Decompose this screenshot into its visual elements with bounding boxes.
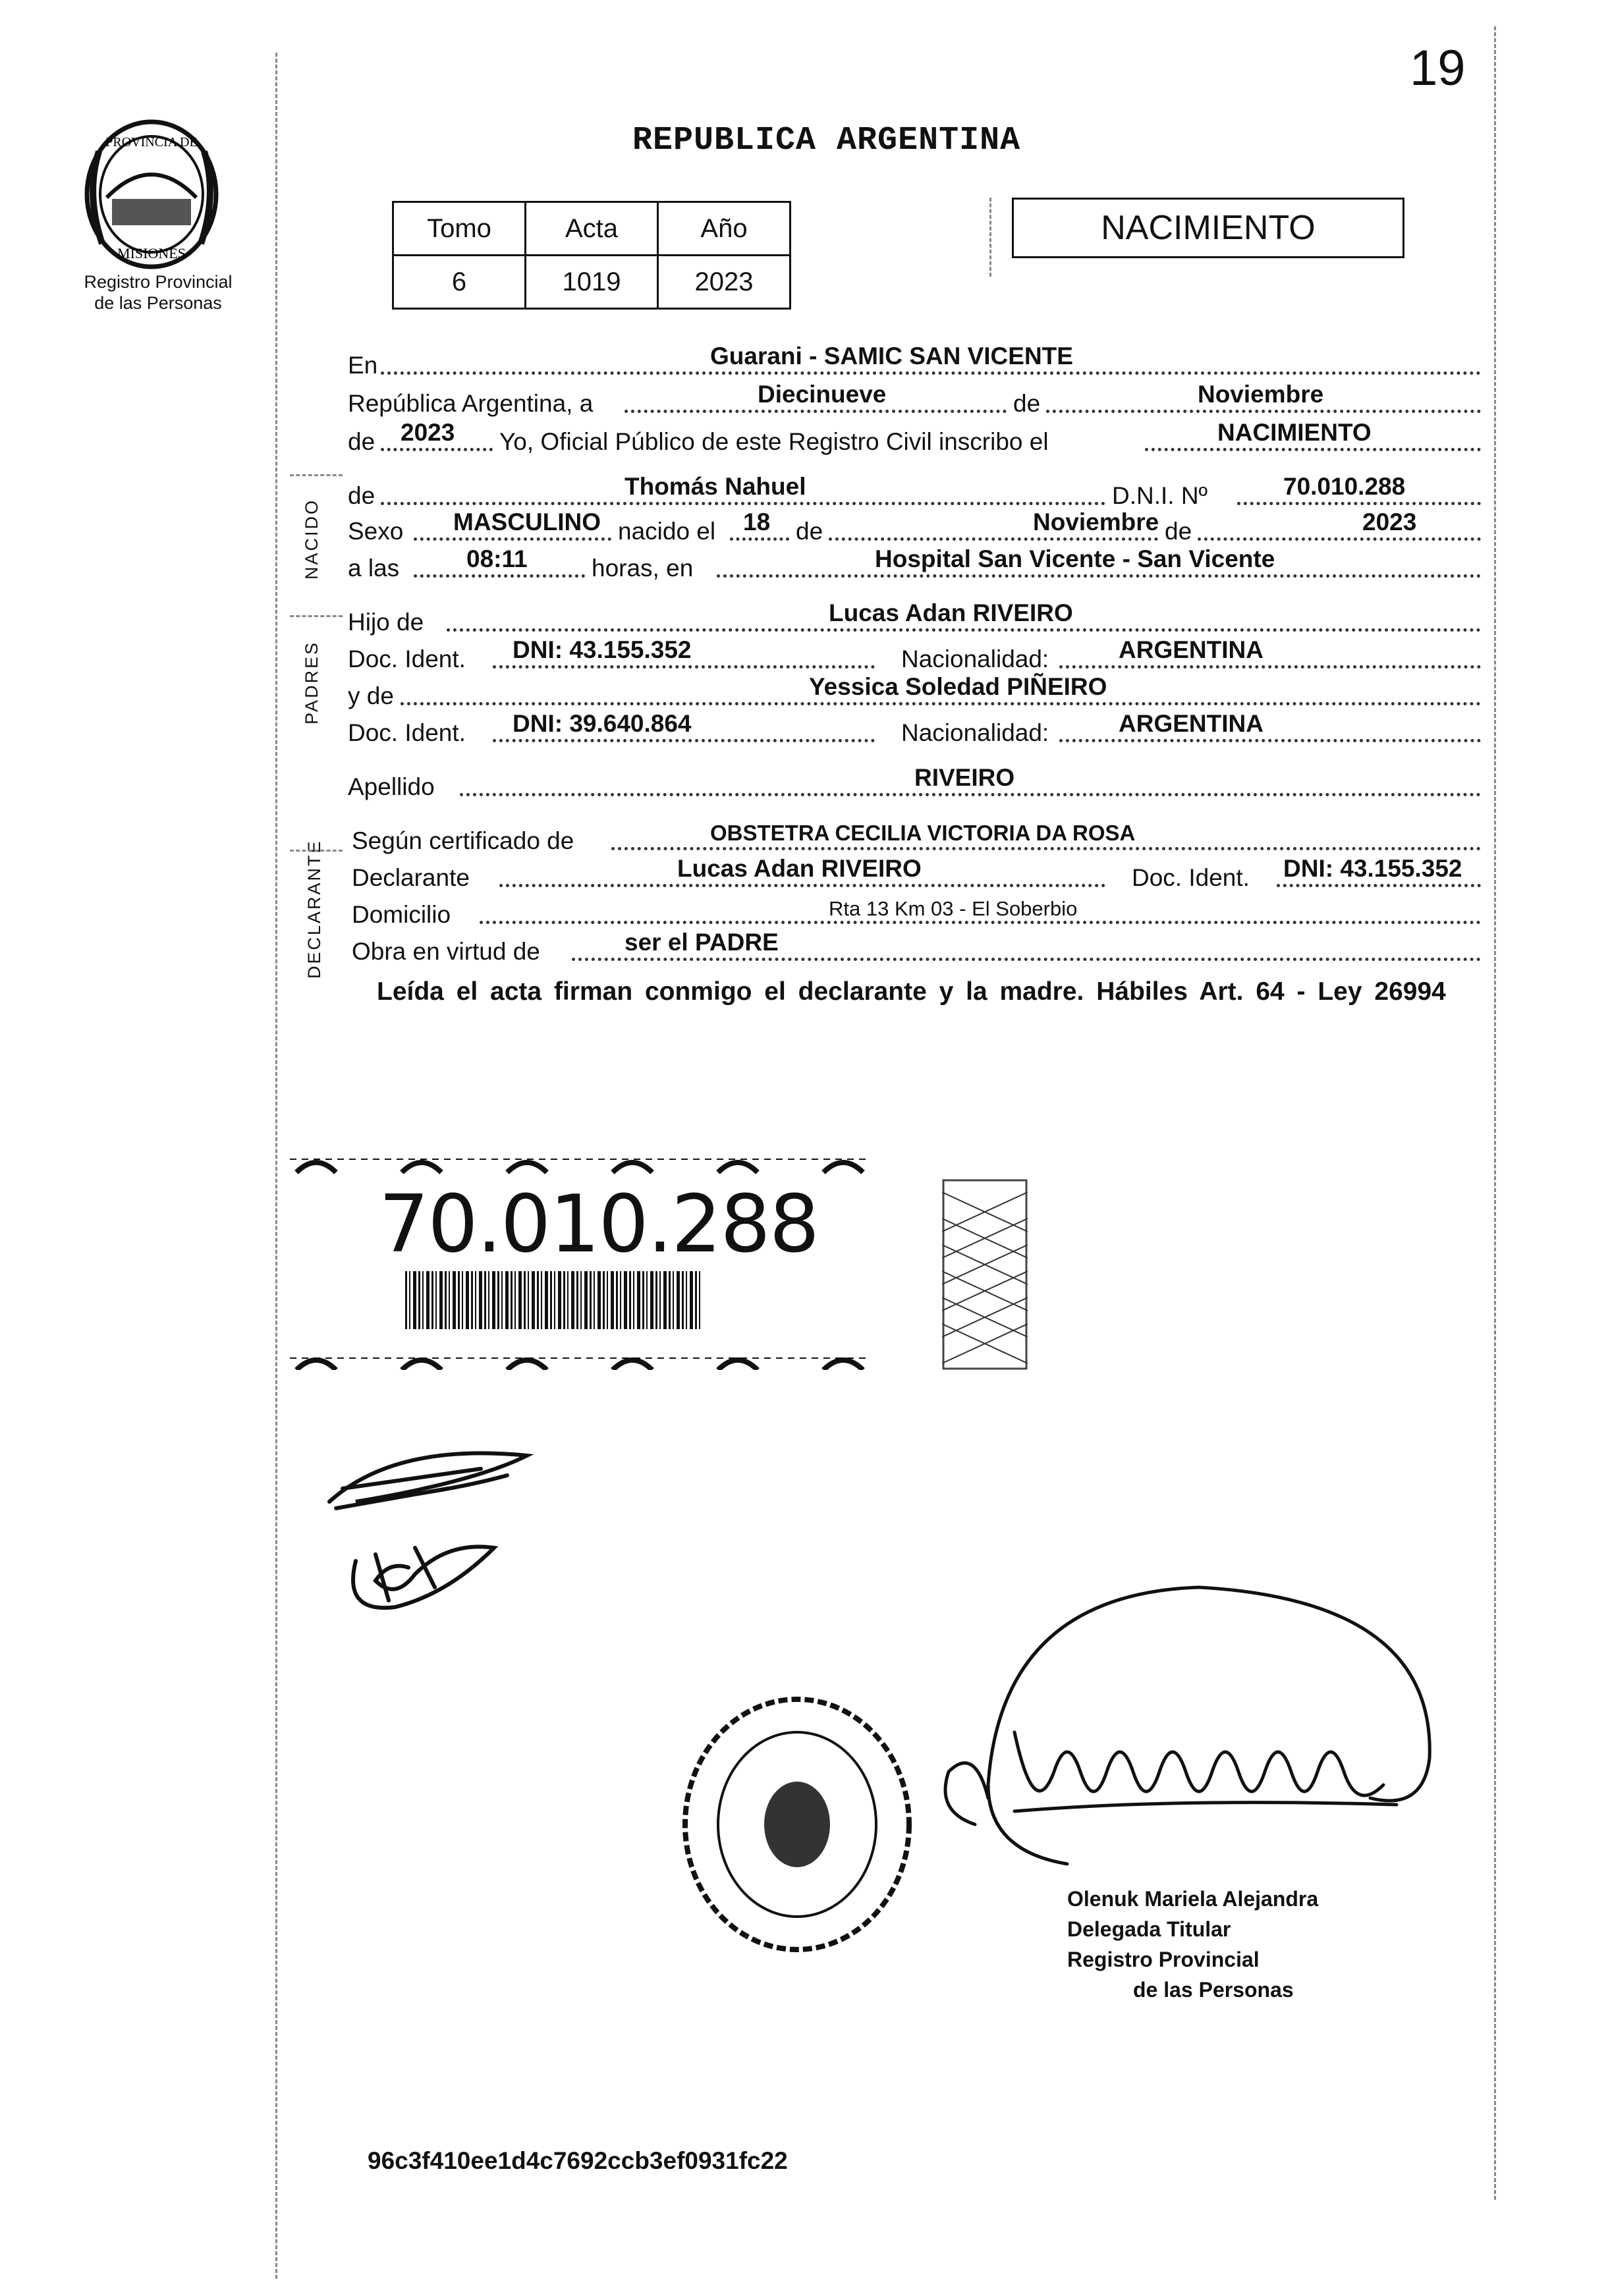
official-identification	[1067, 1884, 1318, 2005]
line-madre-doc: Doc. Ident. DNI: 39.640.864 Nacionalidad: ARGENTINA	[348, 710, 1481, 747]
side-label-nacido: NACIDO	[302, 498, 321, 580]
nacido-dia-value: 18	[743, 508, 771, 535]
side-label-padres: PADRES	[302, 640, 321, 724]
official-registry-sub: de las Personas	[1133, 1978, 1294, 2002]
nombre-value: Thomás Nahuel	[625, 473, 806, 500]
acta-header: Acta	[526, 202, 658, 256]
line-anio: de 2023 Yo, Oficial Público de este Registro Civil inscribo el NACIMIENTO	[348, 419, 1481, 456]
document-hash: 96c3f410ee1d4c7692ccb3ef0931fc22	[368, 2147, 788, 2174]
line-padre-doc: Doc. Ident. DNI: 43.155.352 Nacionalidad: ARGENTINA	[348, 636, 1481, 673]
dia-value: Diecinueve	[758, 381, 887, 408]
nacido-anio-value: 2023	[1362, 508, 1417, 535]
page-number: 19	[1410, 40, 1466, 96]
line-nombre: de Thomás Nahuel D.N.I. Nº 70.010.288	[348, 473, 1481, 510]
apellido-value: RIVEIRO	[914, 764, 1015, 791]
logo-caption: Registro Provincial de las Personas	[84, 272, 233, 313]
declarante-value: Lucas Adan RIVEIRO	[677, 855, 922, 882]
official-registry: Registro Provincial	[1067, 1948, 1260, 1971]
madre-doc-value: DNI: 39.640.864	[513, 710, 692, 737]
mes-value: Noviembre	[1198, 381, 1324, 408]
anio-header: Año	[658, 202, 791, 256]
line-hora: a las 08:11 horas, en Hospital San Vicente - San Vicente	[348, 545, 1481, 582]
reference-table	[392, 201, 791, 310]
lugar-value: Guarani - SAMIC SAN VICENTE	[710, 342, 1073, 369]
line-sexo: Sexo MASCULINO nacido el 18 de Noviembre de 2023	[348, 508, 1481, 545]
legal-text: Leída el acta firman conmigo el declarante y la madre. Hábiles Art. 64 - Ley 26994	[377, 977, 1446, 1006]
security-hologram	[942, 1179, 1028, 1370]
sticker-number: 70.010.288	[379, 1179, 819, 1271]
domicilio-value: Rta 13 Km 03 - El Soberbio	[829, 897, 1078, 920]
sexo-value: MASCULINO	[453, 508, 601, 535]
hora-value: 08:11	[466, 545, 528, 572]
madre-nac-value: ARGENTINA	[1119, 710, 1263, 737]
line-declarante: Declarante Lucas Adan RIVEIRO Doc. Ident. DNI: 43.155.352	[348, 855, 1481, 892]
right-margin-line	[1494, 26, 1496, 2200]
anio-value: 2023	[658, 256, 791, 309]
act-type-box: NACIMIENTO	[1012, 198, 1404, 258]
obra-value: ser el PADRE	[625, 929, 779, 956]
side-label-declarante: DECLARANTE	[304, 839, 324, 979]
province-seal-logo	[72, 112, 231, 283]
line-padre: Hijo de Lucas Adan RIVEIRO	[348, 599, 1481, 636]
sticker-barcode	[405, 1271, 702, 1329]
line-lugar: En Guarani - SAMIC SAN VICENTE	[348, 342, 1481, 379]
line-madre: y de Yessica Soledad PIÑEIRO	[348, 673, 1481, 710]
line-certificado: Según certificado de OBSTETRA CECILIA VICTORIA DA ROSA	[348, 818, 1481, 855]
line-fecha: República Argentina, a Diecinueve de Noviembre	[348, 381, 1481, 418]
official-signature	[909, 1574, 1489, 1890]
padre-nac-value: ARGENTINA	[1119, 636, 1263, 663]
seal-top-text: PROVINCIA DE	[105, 135, 198, 150]
line-apellido: Apellido RIVEIRO	[348, 764, 1481, 801]
padre-doc-value: DNI: 43.155.352	[513, 636, 692, 663]
lugar-nacimiento-value: Hospital San Vicente - San Vicente	[875, 545, 1275, 572]
line-domicilio: Domicilio Rta 13 Km 03 - El Soberbio	[348, 892, 1481, 929]
anio-value: 2023	[401, 419, 455, 446]
line-obra: Obra en virtud de ser el PADRE	[348, 929, 1481, 966]
document-title: REPUBLICA ARGENTINA	[632, 122, 1021, 159]
official-seal	[672, 1686, 922, 1963]
official-name: Olenuk Mariela Alejandra	[1067, 1887, 1319, 1911]
nacido-mes-value: Noviembre	[1033, 508, 1159, 535]
official-position: Delegada Titular	[1067, 1917, 1231, 1941]
center-tick-line	[989, 198, 991, 277]
seal-bottom-text: MISIONES	[117, 245, 186, 261]
tomo-header: Tomo	[393, 202, 526, 256]
padre-value: Lucas Adan RIVEIRO	[829, 599, 1073, 626]
declarante-doc-value: DNI: 43.155.352	[1283, 855, 1462, 882]
left-margin-line	[275, 53, 277, 2279]
certificado-value: OBSTETRA CECILIA VICTORIA DA ROSA	[710, 821, 1136, 845]
declarant-signatures	[316, 1429, 553, 1627]
dni-value: 70.010.288	[1283, 473, 1406, 500]
tipo-value: NACIMIENTO	[1217, 419, 1372, 446]
madre-value: Yessica Soledad PIÑEIRO	[809, 673, 1107, 700]
acta-value: 1019	[526, 256, 658, 309]
tomo-value: 6	[393, 256, 526, 309]
